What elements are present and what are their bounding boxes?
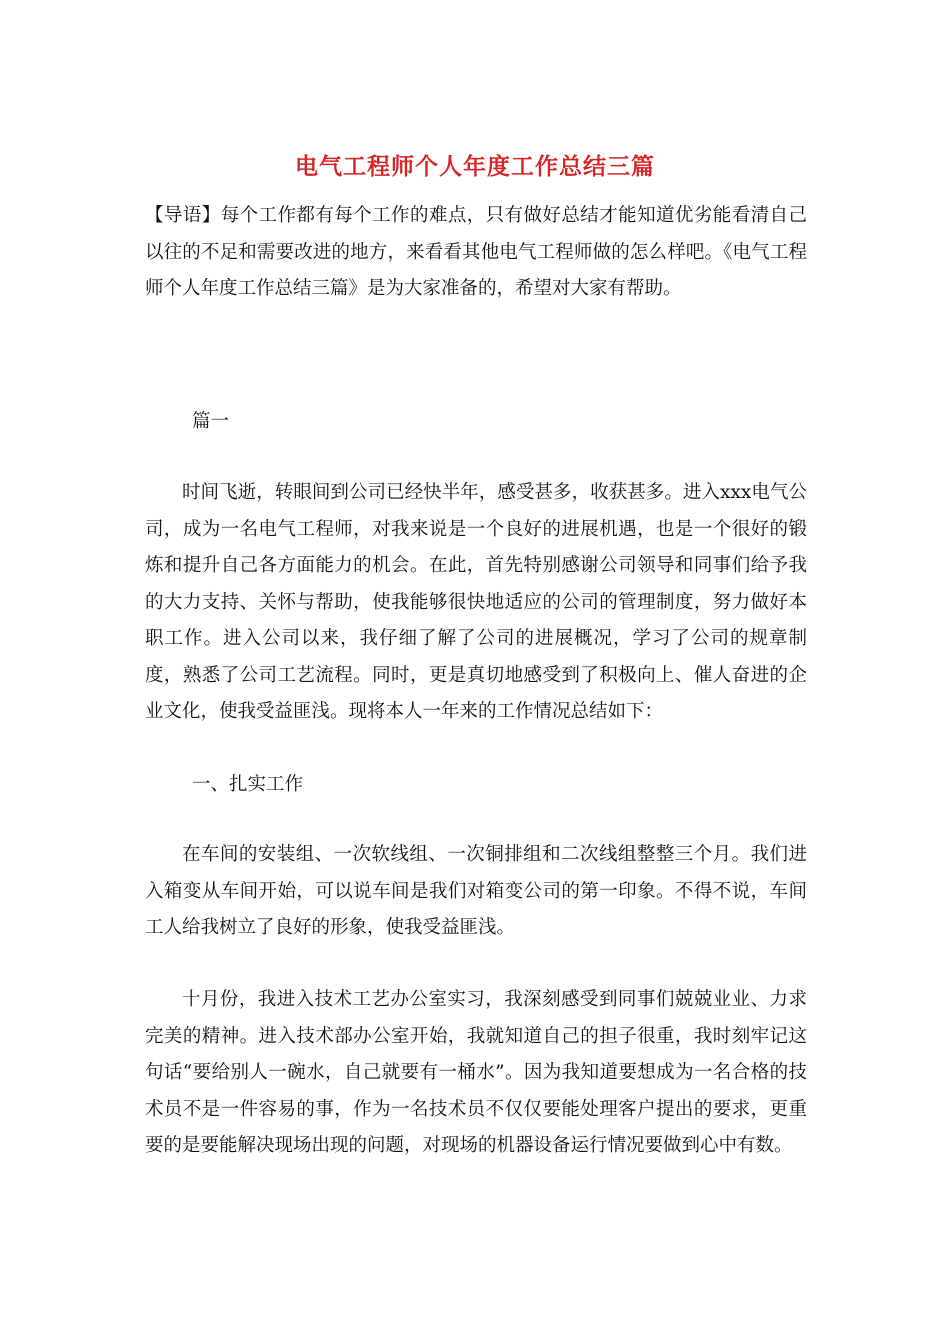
section-heading-1: 一、扎实工作 [192, 774, 304, 795]
section-label: 篇一 [192, 411, 230, 432]
body-paragraph-1: 时间飞逝，转眼间到公司已经快半年，感受甚多，收获甚多。进入xxx电气公司，成为一名电气工程师，对我来说是一个良好的进展机遇，也是一个很好的锻炼和提升自己各方面能力的机会。在此，首先特别感谢公司领导和同事们给予我的大力支持、关怀与帮助，使我能够很快地适应的公司的管理制度，努力做好本职工作。进入公司以来，我仔细了解了公司的进展概况，学习了公司的规章制度，熟悉了公司工艺流程。同时，更是真切地感受到了积极向上、催人奋进的企业文化，使我受益匪浅。现将本人一年来的工作情况总结如下： [145, 482, 807, 722]
intro-paragraph: 【导语】每个工作都有每个工作的难点，只有做好总结才能知道优劣能看清自己以往的不足和需要改进的地方，来看看其他电气工程师做的怎么样吧。《电气工程师个人年度工作总结三篇》是为大家准备的，希望对大家有帮助。 [145, 205, 807, 299]
document-title: 电气工程师个人年度工作总结三篇 [295, 153, 655, 180]
body-paragraph-2: 在车间的安装组、一次软线组、一次铜排组和二次线组整整三个月。我们进入箱变从车间开始，可以说车间是我们对箱变公司的第一印象。不得不说，车间工人给我树立了良好的形象，使我受益匪浅。 [145, 844, 807, 938]
body-paragraph-3: 十月份，我进入技术工艺办公室实习，我深刻感受到同事们兢兢业业、力求完美的精神。进入技术部办公室开始，我就知道自己的担子很重，我时刻牢记这句话“要给别人一碗水，自己就要有一桶水”。因为我知道要想成为一名合格的技术员不是一件容易的事，作为一名技术员不仅仅要能处理客户提出的要求，更重要的是要能解决现场出现的问题，对现场的机器设备运行情况要做到心中有数。 [145, 989, 807, 1156]
